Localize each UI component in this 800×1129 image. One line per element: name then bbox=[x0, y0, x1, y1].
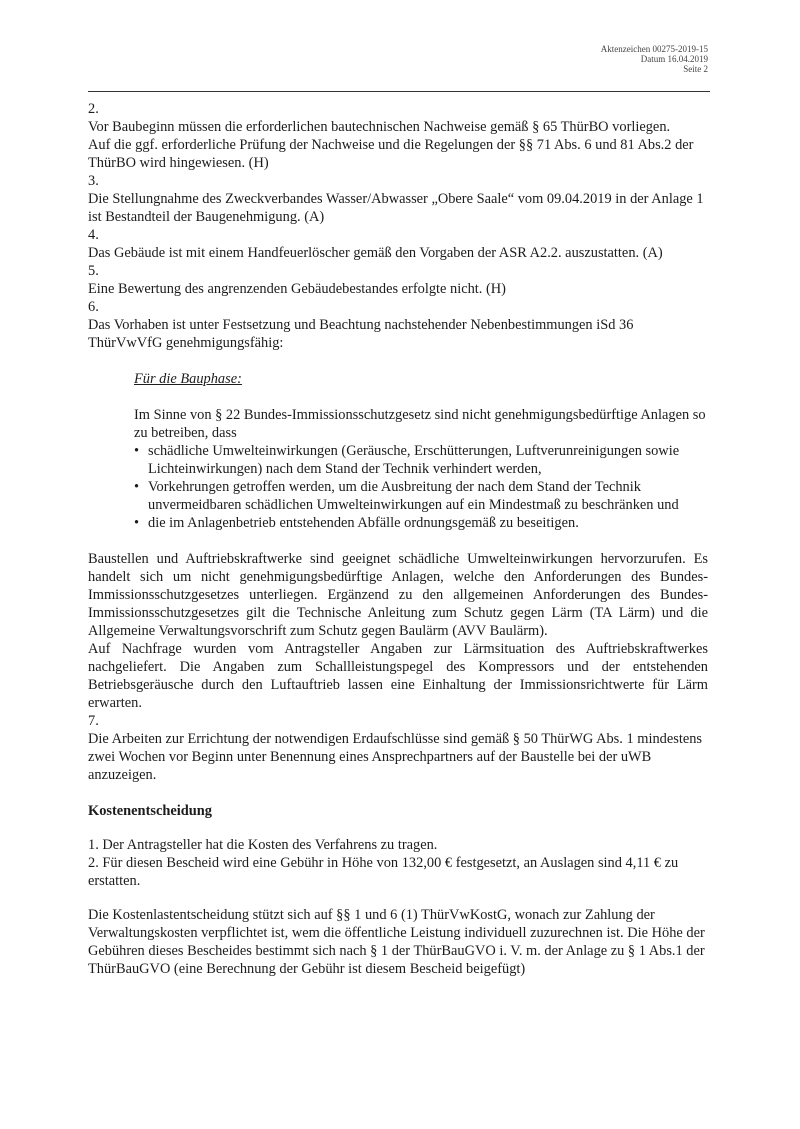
item-number: 2. bbox=[88, 101, 99, 117]
item-text: Das Vorhaben ist unter Festsetzung und Beachtung nachstehender Nebenbestimmungen iSd 36 ThürVwVfG genehmigungsfähig: bbox=[88, 317, 634, 351]
item-number: 3. bbox=[88, 173, 99, 189]
baustellen-paragraph: Baustellen und Auftriebskraftwerke sind geeignet schädliche Umwelteinwirkungen hervorzurufen. Es handelt sich um nicht genehmigungsbedürftige Anlagen, welche den Anforderungen des Bundes-Immissionsschutzgesetzes unterliegen. Ergänzend zu den allgemeinen Anforderungen des Bundes-Immissionsschutzgesetzes gilt die Technische Anleitung zum Schutz gegen Lärm (TA Lärm) und die Allgemeine Verwaltungsvorschrift zum Schutz gegen Baulärm (AVV Baulärm). bbox=[88, 551, 708, 639]
header-datum: Datum 16.04.2019 bbox=[640, 54, 708, 64]
bullet-text: Vorkehrungen getroffen werden, um die Ausbreitung der nach dem Stand der Technik unvermeidbaren schädlichen Umwelteinwirkungen auf ein Mindestmaß zu beschränken und bbox=[148, 479, 679, 513]
bullet-text: die im Anlagenbetrieb entstehenden Abfälle ordnungsgemäß zu beseitigen. bbox=[148, 515, 579, 531]
bullet-item bbox=[134, 478, 708, 514]
bauphase-section bbox=[134, 370, 708, 532]
item-text: Die Arbeiten zur Errichtung der notwendigen Erdaufschlüsse sind gemäß § 50 ThürWG Abs. 1 mindestens zwei Wochen vor Beginn unter Benennung eines Ansprechpartners auf der Baustelle bei der uWB anzuzeigen. bbox=[88, 731, 702, 783]
item-text: Eine Bewertung des angrenzenden Gebäudebestandes erfolgte nicht. (H) bbox=[88, 281, 506, 297]
bauphase-heading: Für die Bauphase: bbox=[134, 371, 242, 387]
item-text: Vor Baubeginn müssen die erforderlichen bautechnischen Nachweise gemäß § 65 ThürBO vorliegen. bbox=[88, 119, 671, 135]
item-number: 6. bbox=[88, 299, 99, 315]
bullet-icon: • bbox=[134, 515, 140, 531]
item-number: 5. bbox=[88, 263, 99, 279]
kosten-line-1: 1. Der Antragsteller hat die Kosten des Verfahrens zu tragen. bbox=[88, 837, 438, 853]
item-text: Die Stellungnahme des Zweckverbandes Wasser/Abwasser „Obere Saale“ vom 09.04.2019 in der Anlage 1 ist Bestandteil der Baugenehmigung. (A) bbox=[88, 191, 704, 225]
header-seite: Seite 2 bbox=[683, 64, 708, 74]
bauphase-intro: Im Sinne von § 22 Bundes-Immissionsschutzgesetz sind nicht genehmigungsbedürftige Anlagen so zu betreiben, dass bbox=[134, 407, 706, 441]
page-header bbox=[601, 44, 708, 74]
item-number: 7. bbox=[88, 713, 99, 729]
nachfrage-paragraph: Auf Nachfrage wurden vom Antragsteller Angaben zur Lärmsituation des Auftriebskraftwerkes nachgeliefert. Die Angaben zum Schallleistungspegel des Kompressors und der entstehenden Betriebsgeräusche durch den Luftauftrieb lassen eine Einhaltung der Immissionsrichtwerte für Lärm erwarten. bbox=[88, 641, 708, 711]
bullet-icon: • bbox=[134, 479, 140, 495]
item-number: 4. bbox=[88, 227, 99, 243]
kosten-heading: Kostenentscheidung bbox=[88, 803, 212, 819]
bullet-icon: • bbox=[134, 443, 140, 459]
item-text: Auf die ggf. erforderliche Prüfung der Nachweise und die Regelungen der §§ 71 Abs. 6 und 81 Abs.2 der ThürBO wird hingewiesen. (H) bbox=[88, 137, 694, 171]
bullet-text: schädliche Umwelteinwirkungen (Geräusche, Erschütterungen, Luftverunreinigungen sowie Lichteinwirkungen) nach dem Stand der Technik verhindert werden, bbox=[148, 443, 680, 477]
kosten-paragraph: Die Kostenlastentscheidung stützt sich auf §§ 1 und 6 (1) ThürVwKostG, wonach zur Zahlung der Verwaltungskosten verpflichtet ist, wem die öffentliche Leistung individuell zuzurechnen ist. Die Höhe der Gebühren dieses Bescheides bestimmt sich nach § 1 der ThürBauGVO i. V. m. der Anlage zu § 1 Abs.1 der ThürBauGVO (eine Berechnung der Gebühr ist diesem Bescheid beigefügt) bbox=[88, 907, 705, 977]
item-text: Das Gebäude ist mit einem Handfeuerlöscher gemäß den Vorgaben der ASR A2.2. auszustatten. (A) bbox=[88, 245, 663, 261]
header-divider bbox=[88, 91, 710, 92]
header-aktenzeichen: Aktenzeichen 00275-2019-15 bbox=[600, 44, 708, 54]
document-body bbox=[88, 100, 708, 978]
bullet-item bbox=[134, 442, 708, 478]
kosten-line-2: 2. Für diesen Bescheid wird eine Gebühr in Höhe von 132,00 € festgesetzt, an Auslagen sind 4,11 € zu erstatten. bbox=[88, 855, 679, 889]
bullet-item bbox=[134, 514, 708, 532]
